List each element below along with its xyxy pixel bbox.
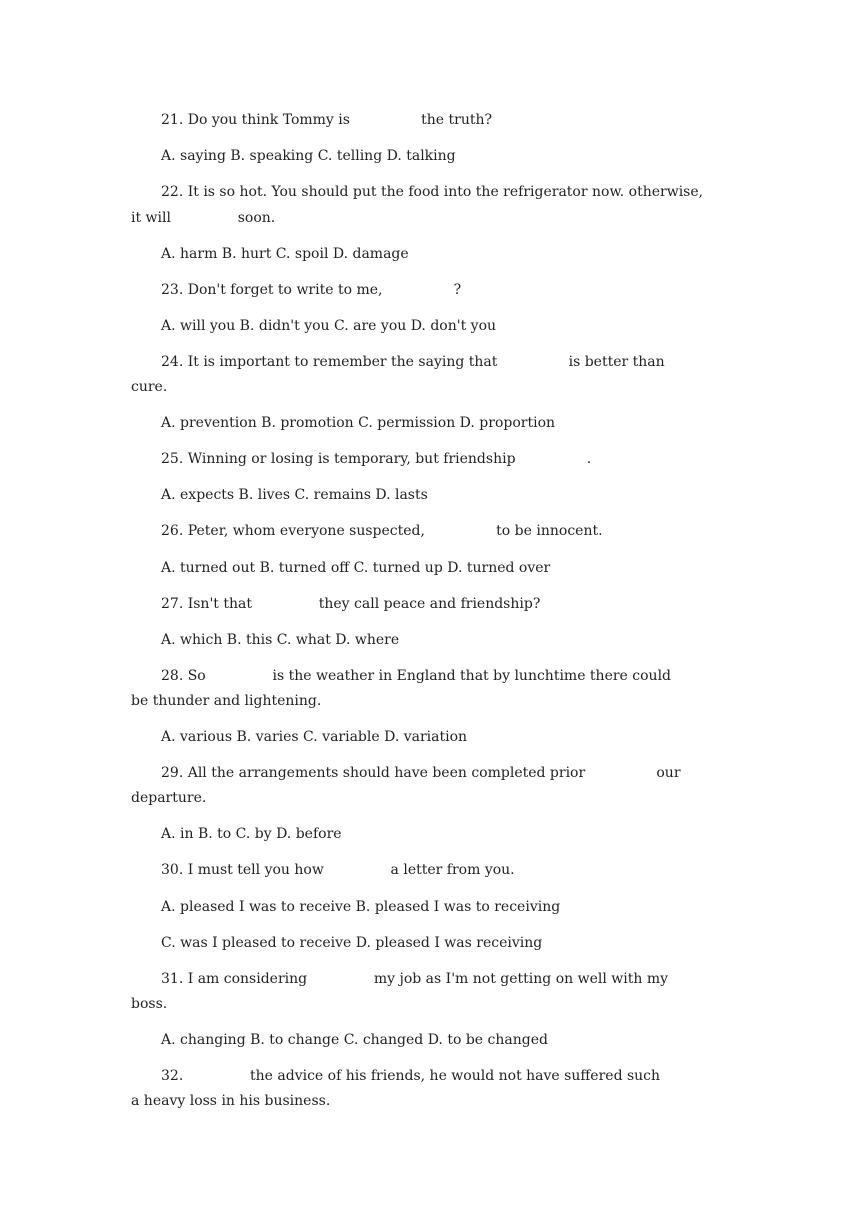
- question-21: 21. Do you think Tommy is the truth?: [161, 112, 493, 128]
- question-24: 24. It is important to remember the saying that is better than: [161, 354, 665, 370]
- options-31: A. changing B. to change C. changed D. to be changed: [161, 1032, 548, 1048]
- question-27: 27. Isn't that they call peace and friendship?: [161, 596, 541, 612]
- question-31-cont: boss.: [131, 996, 168, 1012]
- options-22: A. harm B. hurt C. spoil D. damage: [161, 246, 409, 262]
- question-29-cont: departure.: [131, 790, 207, 806]
- options-24: A. prevention B. promotion C. permission D. proportion: [161, 415, 556, 431]
- question-28: 28. So is the weather in England that by lunchtime there could: [161, 668, 672, 684]
- question-22-cont: it will soon.: [131, 210, 276, 226]
- question-32-cont: a heavy loss in his business.: [131, 1093, 331, 1109]
- question-24-cont: cure.: [131, 379, 168, 395]
- options-30-line2: C. was I pleased to receive D. pleased I was receiving: [161, 935, 543, 951]
- question-25: 25. Winning or losing is temporary, but friendship .: [161, 451, 592, 467]
- options-28: A. various B. varies C. variable D. variation: [161, 729, 468, 745]
- options-23: A. will you B. didn't you C. are you D. don't you: [161, 318, 497, 334]
- options-26: A. turned out B. turned off C. turned up D. turned over: [161, 560, 551, 576]
- question-23: 23. Don't forget to write to me, ?: [161, 282, 462, 298]
- options-29: A. in B. to C. by D. before: [161, 826, 342, 842]
- options-27: A. which B. this C. what D. where: [161, 632, 400, 648]
- options-21: A. saying B. speaking C. telling D. talking: [161, 148, 456, 164]
- question-30: 30. I must tell you how a letter from you.: [161, 862, 515, 878]
- options-25: A. expects B. lives C. remains D. lasts: [161, 487, 428, 503]
- question-28-cont: be thunder and lightening.: [131, 693, 322, 709]
- question-32: 32. the advice of his friends, he would not have suffered such: [161, 1068, 661, 1084]
- options-30-line1: A. pleased I was to receive B. pleased I was to receiving: [161, 899, 561, 915]
- question-31: 31. I am considering my job as I'm not getting on well with my: [161, 971, 669, 987]
- question-26: 26. Peter, whom everyone suspected, to be innocent.: [161, 523, 603, 539]
- question-29: 29. All the arrangements should have been completed prior our: [161, 765, 681, 781]
- question-22: 22. It is so hot. You should put the food into the refrigerator now. otherwise,: [161, 184, 704, 200]
